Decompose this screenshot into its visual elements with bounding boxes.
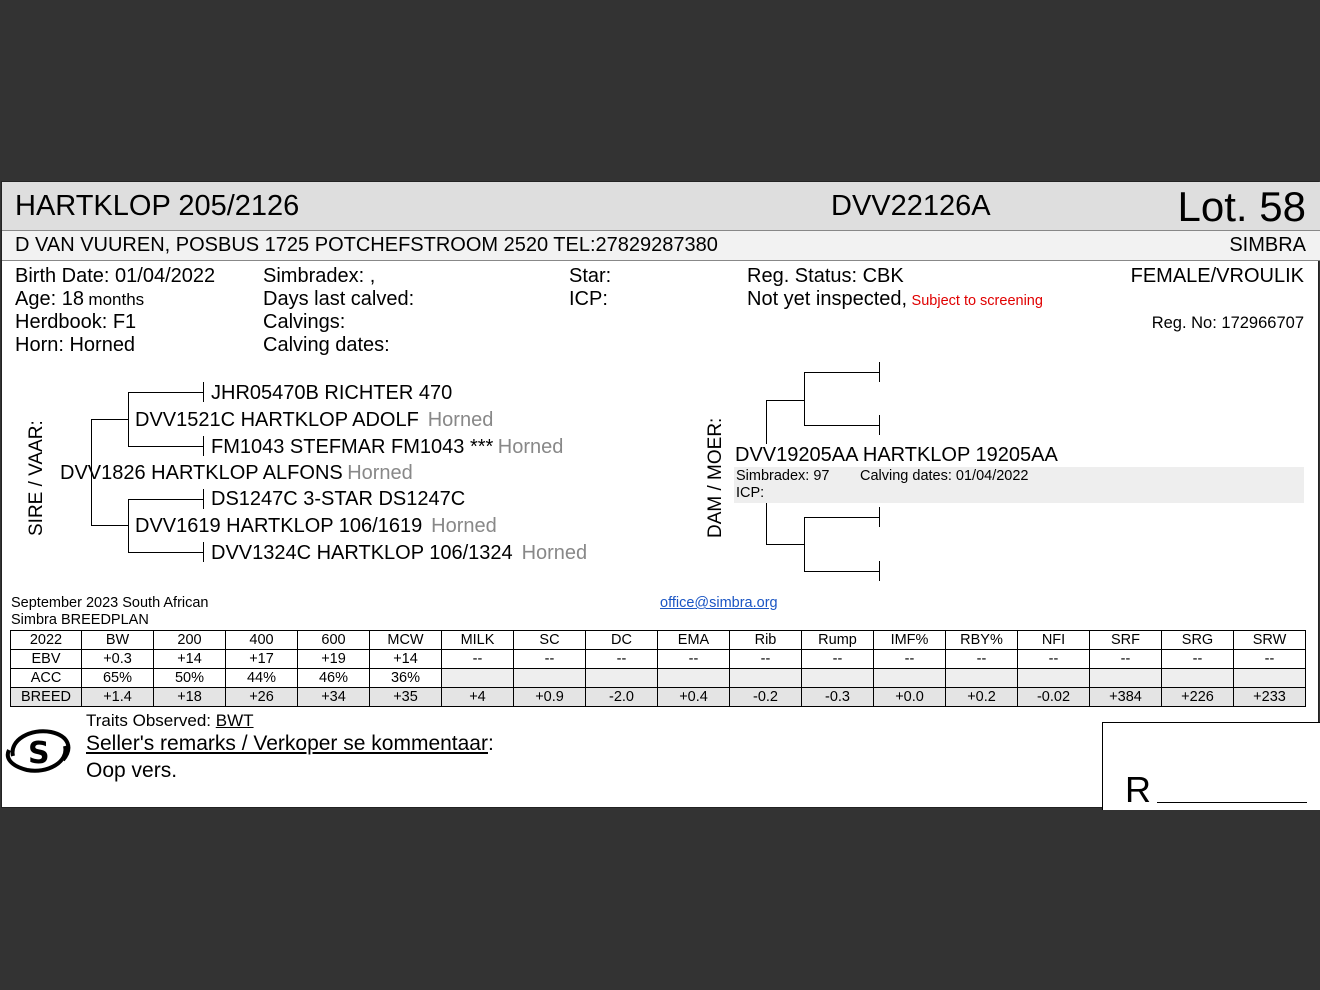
inspection-text: Not yet inspected, — [747, 288, 908, 310]
pedigree-line — [766, 400, 767, 444]
acc-cell: ACC — [11, 669, 82, 688]
breed-cell: -2.0 — [586, 688, 658, 707]
remarks-colon: : — [487, 732, 494, 755]
ebv-cell: -- — [802, 650, 874, 669]
sire-dam-name: DVV1619 HARTKLOP 106/1619 — [135, 515, 423, 537]
breed-row — [11, 688, 1306, 707]
sire-dam-dam-horn: Horned — [521, 542, 588, 564]
breed-cell: +0.2 — [946, 688, 1018, 707]
sex: FEMALE/VROULIK — [1130, 265, 1304, 287]
acc-cell — [802, 669, 874, 688]
acc-cell — [586, 669, 658, 688]
breed-cell: +0.4 — [658, 688, 730, 707]
days-last-calved: Days last calved: — [263, 288, 415, 310]
sire-dam-dam-name: DVV1324C HARTKLOP 106/1324 — [211, 542, 513, 564]
ebv-row — [11, 650, 1306, 669]
pedigree-line — [128, 499, 204, 500]
horn-status: Horn: Horned — [15, 334, 136, 356]
breed-cell: +0.0 — [874, 688, 946, 707]
ebv-cell: +14 — [154, 650, 226, 669]
ebv-header-cell: SRW — [1234, 631, 1306, 650]
acc-cell — [658, 669, 730, 688]
sire-sire — [135, 409, 493, 432]
pedigree-line — [203, 542, 204, 562]
email-link[interactable]: office@simbra.org — [660, 595, 778, 611]
pedigree-line — [879, 561, 880, 581]
remarks-text: Oop vers. — [86, 759, 178, 782]
ebv-header-cell: 400 — [226, 631, 298, 650]
sire-sire-dam-name: FM1043 STEFMAR FM1043 *** — [211, 436, 494, 458]
remarks-heading — [86, 732, 494, 756]
pedigree-line — [879, 415, 880, 435]
sire-dam-dam — [211, 542, 587, 565]
sire-label: SIRE / VAAR: — [26, 420, 47, 536]
pedigree-line — [804, 571, 880, 572]
breedplan-title: September 2023 South African — [11, 595, 209, 611]
ebv-header-cell: MILK — [442, 631, 514, 650]
age — [15, 288, 144, 311]
ebv-header-cell: SC — [514, 631, 586, 650]
price-currency: R — [1125, 769, 1151, 810]
pedigree-line — [804, 425, 880, 426]
dam-info-box — [734, 467, 1304, 503]
ebv-cell: -- — [586, 650, 658, 669]
acc-cell — [1162, 669, 1234, 688]
sire-sire-name: DVV1521C HARTKLOP ADOLF — [135, 409, 419, 431]
ebv-cell: -- — [730, 650, 802, 669]
ebv-cell: -- — [874, 650, 946, 669]
pedigree-line — [91, 419, 129, 420]
birth-date: Birth Date: 01/04/2022 — [15, 265, 216, 287]
pedigree-line — [203, 489, 204, 509]
sire-sire-sire: JHR05470B RICHTER 470 — [211, 382, 453, 404]
calvings: Calvings: — [263, 311, 346, 333]
lot-number: Lot. 58 — [1177, 183, 1306, 230]
ebv-header-cell: SRF — [1090, 631, 1162, 650]
breed-cell: +35 — [370, 688, 442, 707]
breed-cell: +384 — [1090, 688, 1162, 707]
traits-value: BWT — [215, 711, 254, 730]
sire-sire-dam — [211, 436, 563, 459]
star-rating: Star: — [569, 265, 612, 287]
sire-horn: Horned — [347, 462, 413, 484]
icp: ICP: — [569, 288, 608, 310]
pedigree-line — [203, 436, 204, 456]
price-line — [1157, 802, 1307, 803]
breed-name: SIMBRA — [1229, 234, 1306, 256]
inspection-status — [747, 288, 1043, 311]
dam-simbradex: Simbradex: 97 — [736, 468, 830, 484]
animal-name: HARTKLOP 205/2126 — [15, 190, 300, 222]
pedigree-line — [804, 372, 805, 425]
age-value: Age: 18 — [15, 288, 84, 310]
ebv-header-cell: IMF% — [874, 631, 946, 650]
pedigree-line — [766, 502, 767, 544]
ebv-header-cell: DC — [586, 631, 658, 650]
ebv-header-row — [11, 631, 1306, 650]
ebv-header-cell: SRG — [1162, 631, 1234, 650]
pedigree-line — [804, 517, 880, 518]
pedigree-line — [128, 499, 129, 552]
breed-cell: +18 — [154, 688, 226, 707]
ebv-cell: -- — [1090, 650, 1162, 669]
breed-cell: BREED — [11, 688, 82, 707]
ebv-header-cell: NFI — [1018, 631, 1090, 650]
ebv-header-cell: Rump — [802, 631, 874, 650]
pedigree-line — [804, 517, 805, 571]
registration-status: Reg. Status: CBK — [747, 265, 904, 287]
traits-observed — [86, 711, 254, 731]
pedigree-line — [128, 392, 204, 393]
ebv-header-cell: 600 — [298, 631, 370, 650]
ebv-header-cell: 200 — [154, 631, 226, 650]
breed-cell: +34 — [298, 688, 370, 707]
ebv-cell: +17 — [226, 650, 298, 669]
logo-icon — [5, 726, 72, 776]
ebv-cell: -- — [514, 650, 586, 669]
sire-dam-horn: Horned — [431, 515, 497, 537]
breed-cell: -0.2 — [730, 688, 802, 707]
acc-cell: 46% — [298, 669, 370, 688]
lot-card — [1, 181, 1319, 808]
acc-cell: 50% — [154, 669, 226, 688]
title-bar — [2, 182, 1320, 231]
sire-sire-horn: Horned — [427, 409, 494, 431]
calving-dates: Calving dates: — [263, 334, 390, 356]
herdbook: Herdbook: F1 — [15, 311, 137, 333]
acc-row — [11, 669, 1306, 688]
breeder-info: D VAN VUUREN, POSBUS 1725 POTCHEFSTROOM 2520 TEL:27829287380 — [15, 234, 718, 256]
ebv-header-cell: EMA — [658, 631, 730, 650]
ebv-cell: +14 — [370, 650, 442, 669]
ebv-cell: +0.3 — [82, 650, 154, 669]
sire-dam-sire: DS1247C 3-STAR DS1247C — [211, 488, 466, 510]
pedigree-line — [128, 446, 204, 447]
acc-cell — [442, 669, 514, 688]
pedigree-line — [879, 507, 880, 527]
breedplan-subtitle: Simbra BREEDPLAN — [11, 612, 149, 628]
sire-name: DVV1826 HARTKLOP ALFONS — [60, 462, 343, 484]
ebv-header-cell: Rib — [730, 631, 802, 650]
logo-letter: S — [28, 736, 50, 771]
breed-cell: -0.02 — [1018, 688, 1090, 707]
acc-cell: 36% — [370, 669, 442, 688]
acc-cell — [514, 669, 586, 688]
dam-calving-dates: Calving dates: 01/04/2022 — [860, 468, 1029, 484]
ebv-header-cell: BW — [82, 631, 154, 650]
price-box[interactable] — [1102, 722, 1320, 810]
ebv-cell: -- — [442, 650, 514, 669]
acc-cell: 44% — [226, 669, 298, 688]
ebv-cell: +19 — [298, 650, 370, 669]
acc-cell — [1234, 669, 1306, 688]
acc-cell — [1090, 669, 1162, 688]
ebv-cell: -- — [1018, 650, 1090, 669]
ebv-header-cell: 2022 — [11, 631, 82, 650]
ebv-cell: -- — [1162, 650, 1234, 669]
acc-cell — [874, 669, 946, 688]
ebv-header-cell: MCW — [370, 631, 442, 650]
pedigree-line — [766, 544, 804, 545]
pedigree-line — [203, 382, 204, 402]
sire-dam — [135, 515, 497, 538]
pedigree-line — [879, 362, 880, 382]
ebv-cell: -- — [1234, 650, 1306, 669]
pedigree-line — [766, 400, 804, 401]
dam-label: DAM / MOER: — [705, 417, 726, 538]
pedigree-line — [91, 525, 129, 526]
age-unit: months — [88, 290, 145, 309]
pedigree-line — [128, 552, 204, 553]
breeder-bar — [2, 231, 1320, 261]
ebv-table — [10, 630, 1306, 707]
breed-cell: -0.3 — [802, 688, 874, 707]
simbra-logo — [5, 726, 72, 776]
pedigree-line — [804, 372, 880, 373]
dam-name: DVV19205AA HARTKLOP 19205AA — [735, 444, 1058, 466]
breed-cell: +26 — [226, 688, 298, 707]
acc-cell — [730, 669, 802, 688]
ebv-cell: -- — [658, 650, 730, 669]
remarks-title: Seller's remarks / Verkoper se kommentaar — [86, 732, 488, 755]
simbradex: Simbradex: , — [263, 265, 376, 287]
ebv-cell: EBV — [11, 650, 82, 669]
screening-note: Subject to screening — [911, 293, 1043, 309]
sire-sire-dam-horn: Horned — [497, 436, 564, 458]
dam-icp: ICP: — [736, 485, 765, 501]
breed-cell: +0.9 — [514, 688, 586, 707]
acc-cell — [1018, 669, 1090, 688]
acc-cell: 65% — [82, 669, 154, 688]
breed-cell: +1.4 — [82, 688, 154, 707]
breed-cell: +233 — [1234, 688, 1306, 707]
registration-number: Reg. No: 172966707 — [1151, 314, 1304, 332]
registration-code: DVV22126A — [831, 190, 991, 222]
sire — [60, 462, 413, 485]
ebv-header-cell: RBY% — [946, 631, 1018, 650]
traits-label: Traits Observed: — [86, 711, 212, 730]
ebv-cell: -- — [946, 650, 1018, 669]
breed-cell: +226 — [1162, 688, 1234, 707]
acc-cell — [946, 669, 1018, 688]
breed-cell: +4 — [442, 688, 514, 707]
